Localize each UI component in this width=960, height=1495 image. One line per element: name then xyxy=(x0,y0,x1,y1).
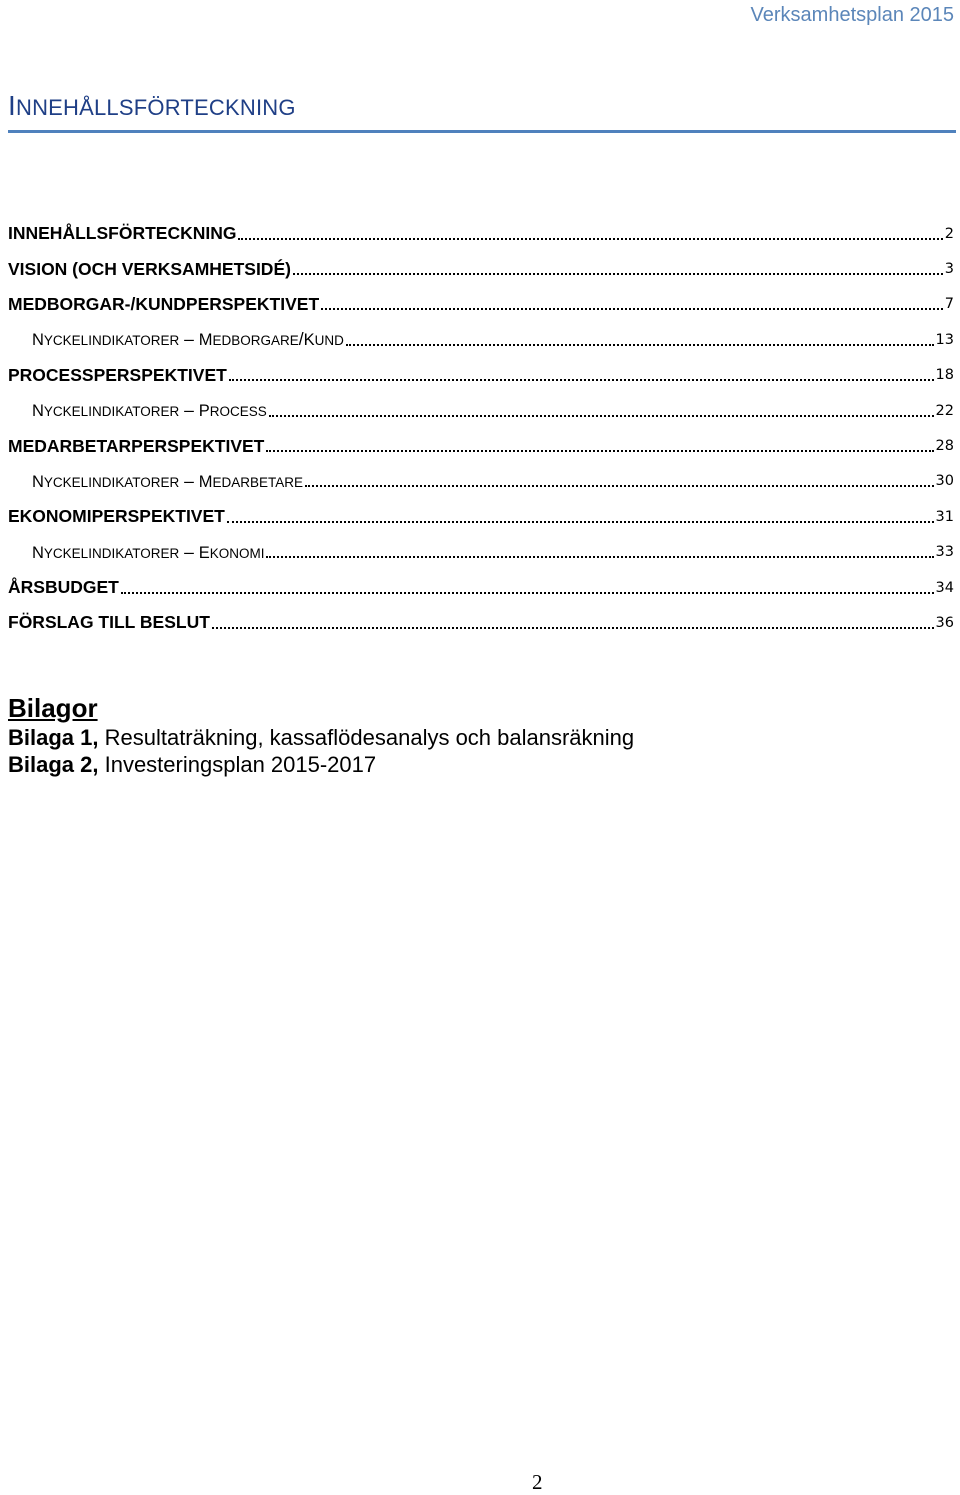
page-number: 2 xyxy=(532,1470,543,1494)
attachment-text: Resultaträkning, kassaflödesanalys och balansräkning xyxy=(98,725,635,750)
toc-entry-label: NYCKELINDIKATORER – PROCESS xyxy=(32,400,267,421)
toc-entry[interactable] xyxy=(8,251,954,286)
toc-heading-initial: I xyxy=(8,90,16,121)
toc-entry[interactable] xyxy=(8,322,954,357)
attachments-title: Bilagor xyxy=(8,693,98,723)
attachment-name: Bilaga 1, xyxy=(8,725,99,750)
toc-entry[interactable] xyxy=(8,499,954,534)
toc-entry[interactable] xyxy=(8,358,954,393)
toc-entry-label: NYCKELINDIKATORER – EKONOMI xyxy=(32,541,265,562)
toc-entry-label: NYCKELINDIKATORER – MEDARBETARE xyxy=(32,470,303,491)
attachment-item xyxy=(8,724,948,751)
toc-entry-label: MEDBORGAR-/KUNDPERSPEKTIVET xyxy=(8,293,320,314)
toc-entry-page: 31 xyxy=(935,508,954,525)
attachment-item xyxy=(8,751,948,778)
toc-leader-dots xyxy=(227,521,934,523)
toc-entry[interactable] xyxy=(8,216,954,251)
toc-heading-rest: NNEHÅLLSFÖRTECKNING xyxy=(15,95,296,120)
toc-entry-label: FÖRSLAG TILL BESLUT xyxy=(8,612,210,633)
toc-leader-dots xyxy=(266,450,933,452)
toc-entry[interactable] xyxy=(8,535,954,570)
toc-entry-label: ÅRSBUDGET xyxy=(8,577,119,598)
toc-entry[interactable] xyxy=(8,464,954,499)
toc-entry-page: 34 xyxy=(935,579,954,596)
toc-entry-page: 2 xyxy=(944,225,954,242)
toc-entry-page: 3 xyxy=(944,261,954,278)
toc-leader-dots xyxy=(305,485,934,487)
document-title: Verksamhetsplan 2015 xyxy=(750,4,954,26)
toc-entry-label: VISION (OCH VERKSAMHETSIDÉ) xyxy=(8,258,291,279)
toc-leader-dots xyxy=(321,308,943,310)
toc-entry-label: PROCESSPERSPEKTIVET xyxy=(8,364,227,385)
toc-entry-label: INNEHÅLLSFÖRTECKNING xyxy=(8,223,237,244)
attachment-text: Investeringsplan 2015-2017 xyxy=(98,752,377,777)
toc-entry-page: 28 xyxy=(935,438,954,455)
toc-leader-dots xyxy=(293,273,943,275)
toc-leader-dots xyxy=(266,556,933,558)
toc-leader-dots xyxy=(229,379,934,381)
toc-leader-dots xyxy=(121,592,934,594)
toc-entry[interactable] xyxy=(8,570,954,605)
toc-entry-page: 18 xyxy=(935,367,954,384)
toc-entry-page: 33 xyxy=(935,544,954,561)
toc-entry-page: 13 xyxy=(935,331,954,348)
attachment-name: Bilaga 2, xyxy=(8,752,99,777)
toc-heading xyxy=(8,90,956,133)
toc-leader-dots xyxy=(238,238,942,240)
toc-entry-page: 7 xyxy=(944,296,954,313)
attachments-section xyxy=(8,692,948,778)
toc-entry[interactable] xyxy=(8,428,954,463)
toc-entry-page: 22 xyxy=(935,402,954,419)
toc-entry[interactable] xyxy=(8,605,954,640)
toc-entry[interactable] xyxy=(8,287,954,322)
toc-entry-label: NYCKELINDIKATORER – MEDBORGARE/KUND xyxy=(32,329,344,350)
toc-leader-dots xyxy=(212,627,934,629)
toc-entry-page: 36 xyxy=(935,614,954,631)
toc-entry-label: MEDARBETARPERSPEKTIVET xyxy=(8,435,265,456)
toc-leader-dots xyxy=(346,344,934,346)
toc-entry-label: EKONOMIPERSPEKTIVET xyxy=(8,506,225,527)
toc-entry-page: 30 xyxy=(935,473,954,490)
table-of-contents xyxy=(8,216,954,641)
toc-entry[interactable] xyxy=(8,393,954,428)
toc-leader-dots xyxy=(269,415,934,417)
